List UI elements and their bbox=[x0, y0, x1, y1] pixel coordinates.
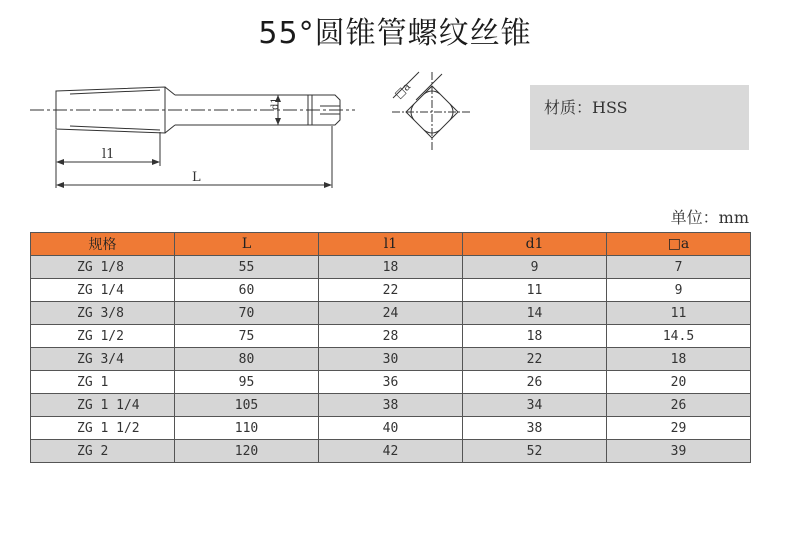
cell-l1: 40 bbox=[319, 417, 463, 440]
cell-l1: 30 bbox=[319, 348, 463, 371]
cell-a: 18 bbox=[607, 348, 751, 371]
cell-a: 29 bbox=[607, 417, 751, 440]
table-row bbox=[31, 371, 751, 394]
cell-L: 95 bbox=[175, 371, 319, 394]
l1-dimension-label: l1 bbox=[102, 147, 115, 162]
cell-l1: 22 bbox=[319, 279, 463, 302]
cell-a: 9 bbox=[607, 279, 751, 302]
cell-l1: 38 bbox=[319, 394, 463, 417]
cell-L: 60 bbox=[175, 279, 319, 302]
header-spec: 规格 bbox=[31, 233, 175, 256]
cell-spec: ZG 1 1/4 bbox=[31, 394, 175, 417]
cell-d1: 18 bbox=[463, 325, 607, 348]
table-row bbox=[31, 394, 751, 417]
L-dimension-label: L bbox=[192, 170, 201, 185]
cell-d1: 52 bbox=[463, 440, 607, 463]
cell-L: 70 bbox=[175, 302, 319, 325]
header-l1: l1 bbox=[319, 233, 463, 256]
cell-spec: ZG 1/2 bbox=[31, 325, 175, 348]
d1-dimension-label: d1 bbox=[270, 97, 281, 110]
cell-spec: ZG 2 bbox=[31, 440, 175, 463]
cell-a: 7 bbox=[607, 256, 751, 279]
cell-spec: ZG 3/4 bbox=[31, 348, 175, 371]
cell-a: 14.5 bbox=[607, 325, 751, 348]
unit-note: 单位：mm bbox=[670, 208, 749, 227]
cell-d1: 9 bbox=[463, 256, 607, 279]
cell-a: 26 bbox=[607, 394, 751, 417]
table-row bbox=[31, 279, 751, 302]
header-a: □a bbox=[607, 233, 751, 256]
cell-L: 75 bbox=[175, 325, 319, 348]
material-label: 材质：HSS bbox=[544, 98, 628, 117]
table-row bbox=[31, 256, 751, 279]
cell-l1: 42 bbox=[319, 440, 463, 463]
cell-spec: ZG 1 1/2 bbox=[31, 417, 175, 440]
page-title: 55°圆锥管螺纹丝锥 bbox=[258, 16, 532, 51]
cell-spec: ZG 1/8 bbox=[31, 256, 175, 279]
cell-d1: 22 bbox=[463, 348, 607, 371]
cell-l1: 36 bbox=[319, 371, 463, 394]
a-dimension-label: □a bbox=[391, 79, 414, 102]
cell-a: 11 bbox=[607, 302, 751, 325]
cell-l1: 24 bbox=[319, 302, 463, 325]
cell-spec: ZG 1/4 bbox=[31, 279, 175, 302]
cell-d1: 38 bbox=[463, 417, 607, 440]
spec-table bbox=[30, 232, 751, 463]
cell-spec: ZG 3/8 bbox=[31, 302, 175, 325]
cell-l1: 28 bbox=[319, 325, 463, 348]
cell-l1: 18 bbox=[319, 256, 463, 279]
header-L: L bbox=[175, 233, 319, 256]
cell-d1: 26 bbox=[463, 371, 607, 394]
cell-L: 55 bbox=[175, 256, 319, 279]
tap-technical-drawing bbox=[20, 62, 480, 192]
table-row bbox=[31, 302, 751, 325]
cell-a: 39 bbox=[607, 440, 751, 463]
cell-d1: 11 bbox=[463, 279, 607, 302]
table-row bbox=[31, 348, 751, 371]
cell-L: 110 bbox=[175, 417, 319, 440]
table-header-row bbox=[31, 233, 751, 256]
cell-L: 120 bbox=[175, 440, 319, 463]
table-row bbox=[31, 325, 751, 348]
table-row bbox=[31, 440, 751, 463]
cell-d1: 14 bbox=[463, 302, 607, 325]
cell-L: 105 bbox=[175, 394, 319, 417]
header-d1: d1 bbox=[463, 233, 607, 256]
cell-L: 80 bbox=[175, 348, 319, 371]
table-row bbox=[31, 417, 751, 440]
material-box bbox=[530, 85, 749, 150]
cell-d1: 34 bbox=[463, 394, 607, 417]
cell-a: 20 bbox=[607, 371, 751, 394]
cell-spec: ZG 1 bbox=[31, 371, 175, 394]
